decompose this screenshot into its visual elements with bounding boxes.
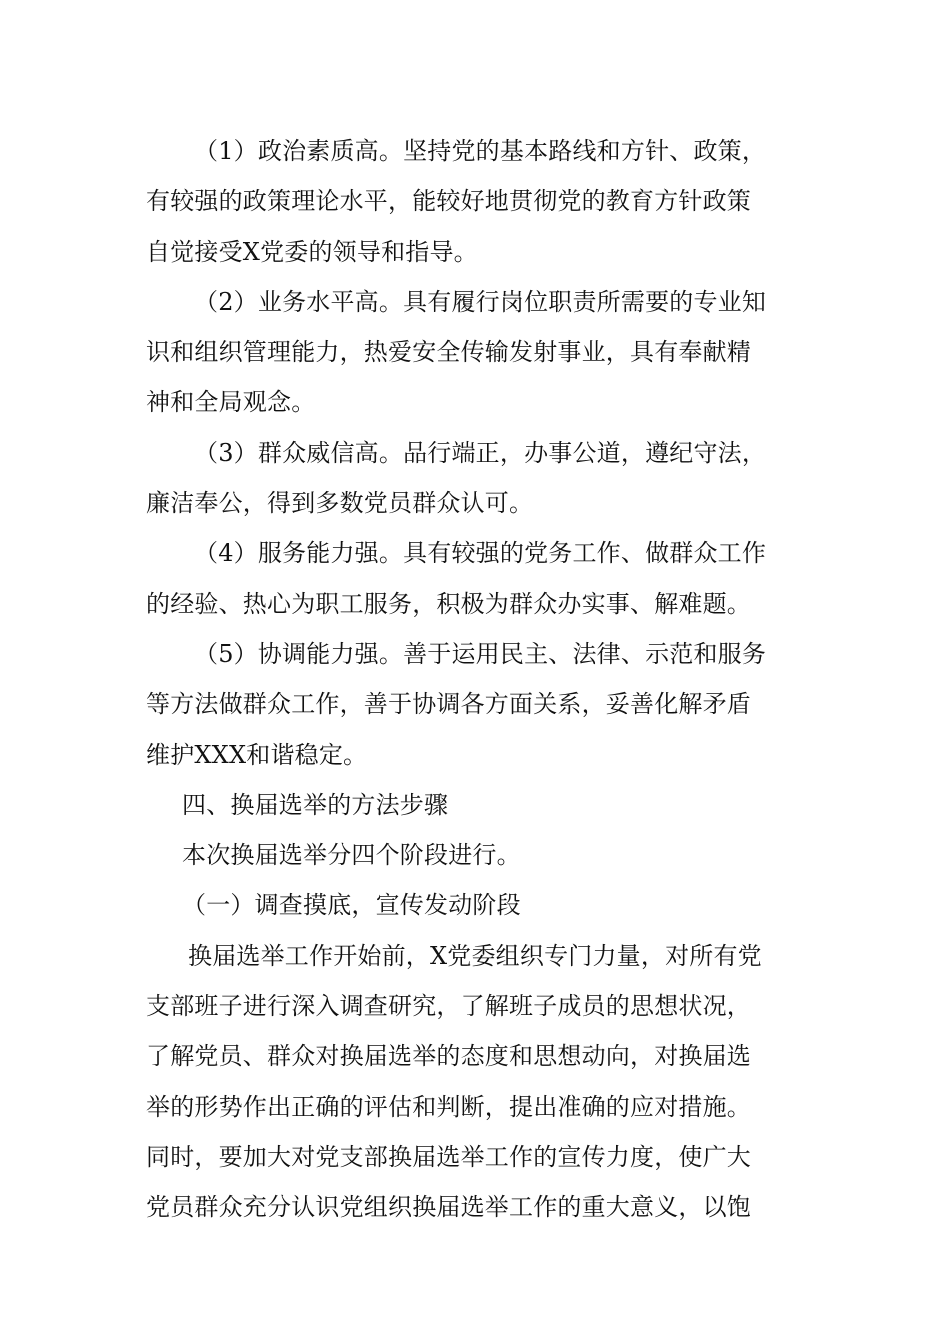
paragraph-line: （4）服务能力强。具有较强的党务工作、做群众工作 bbox=[194, 539, 767, 568]
section-heading: 四、换届选举的方法步骤 bbox=[182, 790, 449, 819]
paragraph-line: 等方法做群众工作，善于协调各方面关系，妥善化解矛盾 bbox=[146, 690, 751, 719]
paragraph-line: 维护XXX和谐稳定。 bbox=[146, 740, 368, 769]
paragraph-line: （2）业务水平高。具有履行岗位职责所需要的专业知 bbox=[194, 287, 767, 316]
paragraph-line: 换届选举工作开始前，X党委组织专门力量，对所有党 bbox=[188, 941, 762, 970]
paragraph-line: 廉洁奉公，得到多数党员群众认可。 bbox=[146, 489, 534, 518]
paragraph-line: 本次换届选举分四个阶段进行。 bbox=[182, 841, 521, 870]
subsection-heading: （一）调查摸底，宣传发动阶段 bbox=[182, 891, 521, 920]
document-body bbox=[146, 126, 808, 1233]
paragraph-line: （3）群众威信高。品行端正，办事公道，遵纪守法， bbox=[194, 438, 767, 467]
paragraph-line: 举的形势作出正确的评估和判断，提出准确的应对措施。 bbox=[146, 1092, 751, 1121]
paragraph-line: （5）协调能力强。善于运用民主、法律、示范和服务 bbox=[194, 639, 767, 668]
paragraph-line: 神和全局观念。 bbox=[146, 388, 316, 417]
paragraph-line: 党员群众充分认识党组织换届选举工作的重大意义，以饱 bbox=[146, 1193, 751, 1222]
paragraph-line: （1）政治素质高。坚持党的基本路线和方针、政策， bbox=[194, 137, 767, 165]
paragraph-line: 的经验、热心为职工服务，积极为群众办实事、解难题。 bbox=[146, 589, 751, 618]
paragraph-line: 自觉接受X党委的领导和指导。 bbox=[146, 237, 478, 266]
paragraph-line: 识和组织管理能力，热爱安全传输发射事业，具有奉献精 bbox=[146, 338, 751, 367]
paragraph-line: 支部班子进行深入调查研究，了解班子成员的思想状况， bbox=[146, 992, 751, 1021]
paragraph-line: 同时，要加大对党支部换届选举工作的宣传力度，使广大 bbox=[146, 1142, 751, 1171]
paragraph-line: 有较强的政策理论水平，能较好地贯彻党的教育方针政策 bbox=[146, 187, 751, 216]
paragraph-line: 了解党员、群众对换届选举的态度和思想动向，对换届选 bbox=[146, 1042, 751, 1071]
